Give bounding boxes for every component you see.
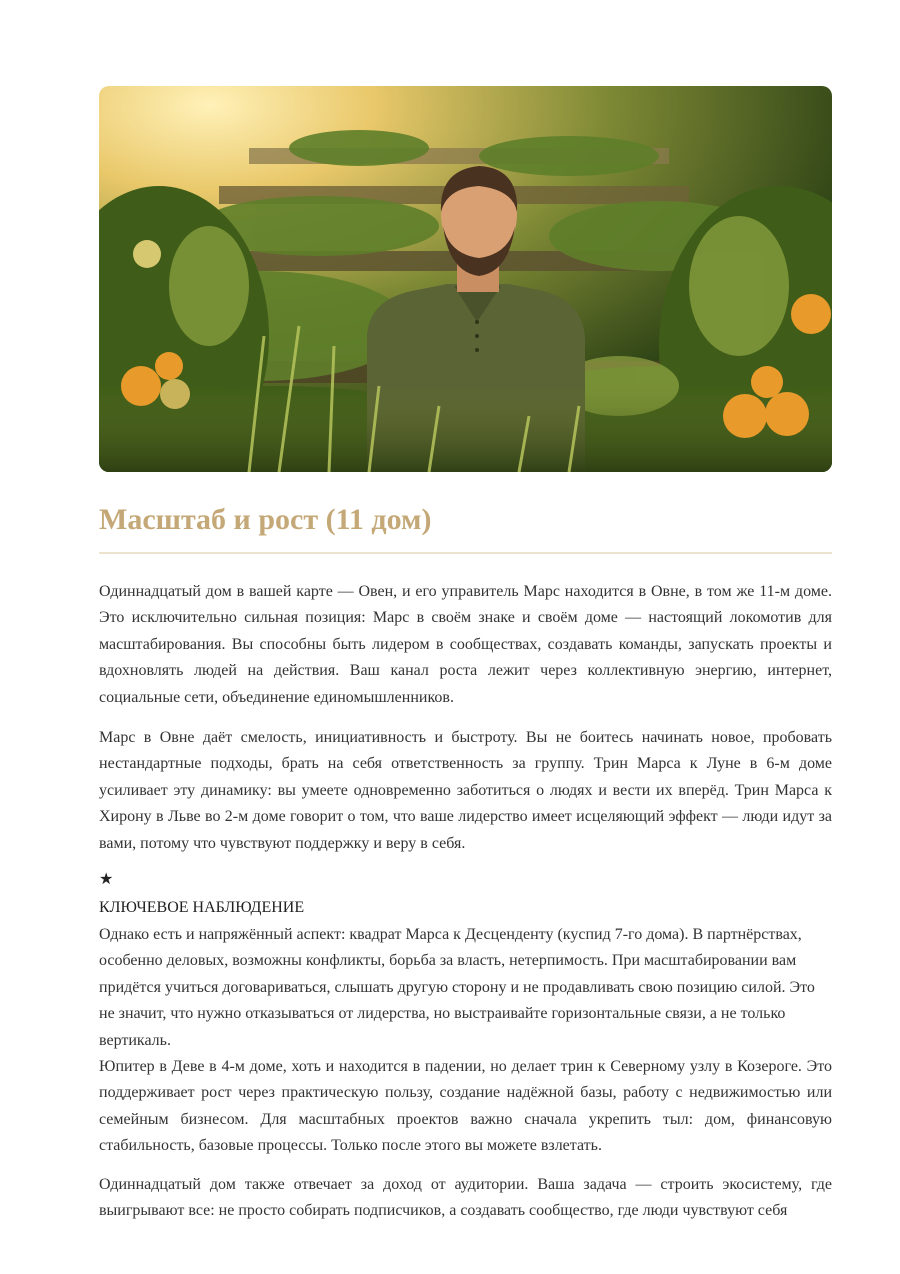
garden-photo-illustration — [99, 86, 832, 472]
hero-image — [99, 86, 832, 472]
paragraph-2 — [99, 725, 832, 857]
star-icon: ★ — [99, 871, 114, 888]
paragraph-4 — [99, 1172, 832, 1225]
key-observation-text — [99, 922, 832, 1054]
paragraph-3 — [99, 1054, 832, 1160]
paragraph-1 — [99, 579, 832, 711]
paragraph-text: Одиннадцатый дом в вашей карте — Овен, и его управитель Марс находится в Овне, в том же 11-м доме. Это исключительно сильная позиция: Марс в своём знаке и своём доме — настоящий локомотив для масштабирования. Вы способны быть лидером в сообществах, создавать команды, запускать проекты и вдохновлять людей на действия. Ваш канал роста лежит через коллективную энергию, интернет, социальные сети, объединение единомышленников. — [99, 583, 832, 706]
paragraph-text: Юпитер в Деве в 4-м доме, хоть и находится в падении, но делает трин к Северному узлу в Козероге. Это поддерживает рост через практическую пользу, создание надёжной базы, работу с недвижимостью или семейным бизнесом. Для масштабных проектов важно сначала укрепить тыл: дом, финансовую стабильность, базовые процессы. Только после этого вы можете взлетать. — [99, 1058, 832, 1155]
section-title: Масштаб и рост (11 дом) — [99, 503, 432, 536]
paragraph-text: Одиннадцатый дом также отвечает за доход от аудитории. Ваша задача — строить экосистему, где выигрывают все: не просто собирать подписчиков, а создавать сообщество, где люди чувствуют себя — [99, 1176, 832, 1220]
paragraph-text: Однако есть и напряжённый аспект: квадрат Марса к Десценденту (куспид 7-го дома). В партнёрствах, особенно деловых, возможны конфликты, борьба за власть, нетерпимость. При масштабировании вам придётся учиться договариваться, слышать другую сторону и не продавливать свою позицию силой. Это не значит, что нужно отказываться от лидерства, но выстраивайте горизонтальные связи, а не только вертикаль. — [99, 926, 815, 1049]
paragraph-text: Марс в Овне даёт смелость, инициативность и быстроту. Вы не боитесь начинать новое, пробовать нестандартные подходы, брать на себя ответственность за группу. Трин Марса к Луне в 6-м доме усиливает эту динамику: вы умеете одновременно заботиться о людях и вести их вперёд. Трин Марса к Хирону в Льве во 2-м доме говорит о том, что ваше лидерство имеет исцеляющий эффект — люди идут за вами, потому что чувствуют поддержку и веру в себя. — [99, 729, 832, 852]
title-divider — [99, 552, 832, 554]
key-observation-label: КЛЮЧЕВОЕ НАБЛЮДЕНИЕ — [99, 899, 305, 916]
